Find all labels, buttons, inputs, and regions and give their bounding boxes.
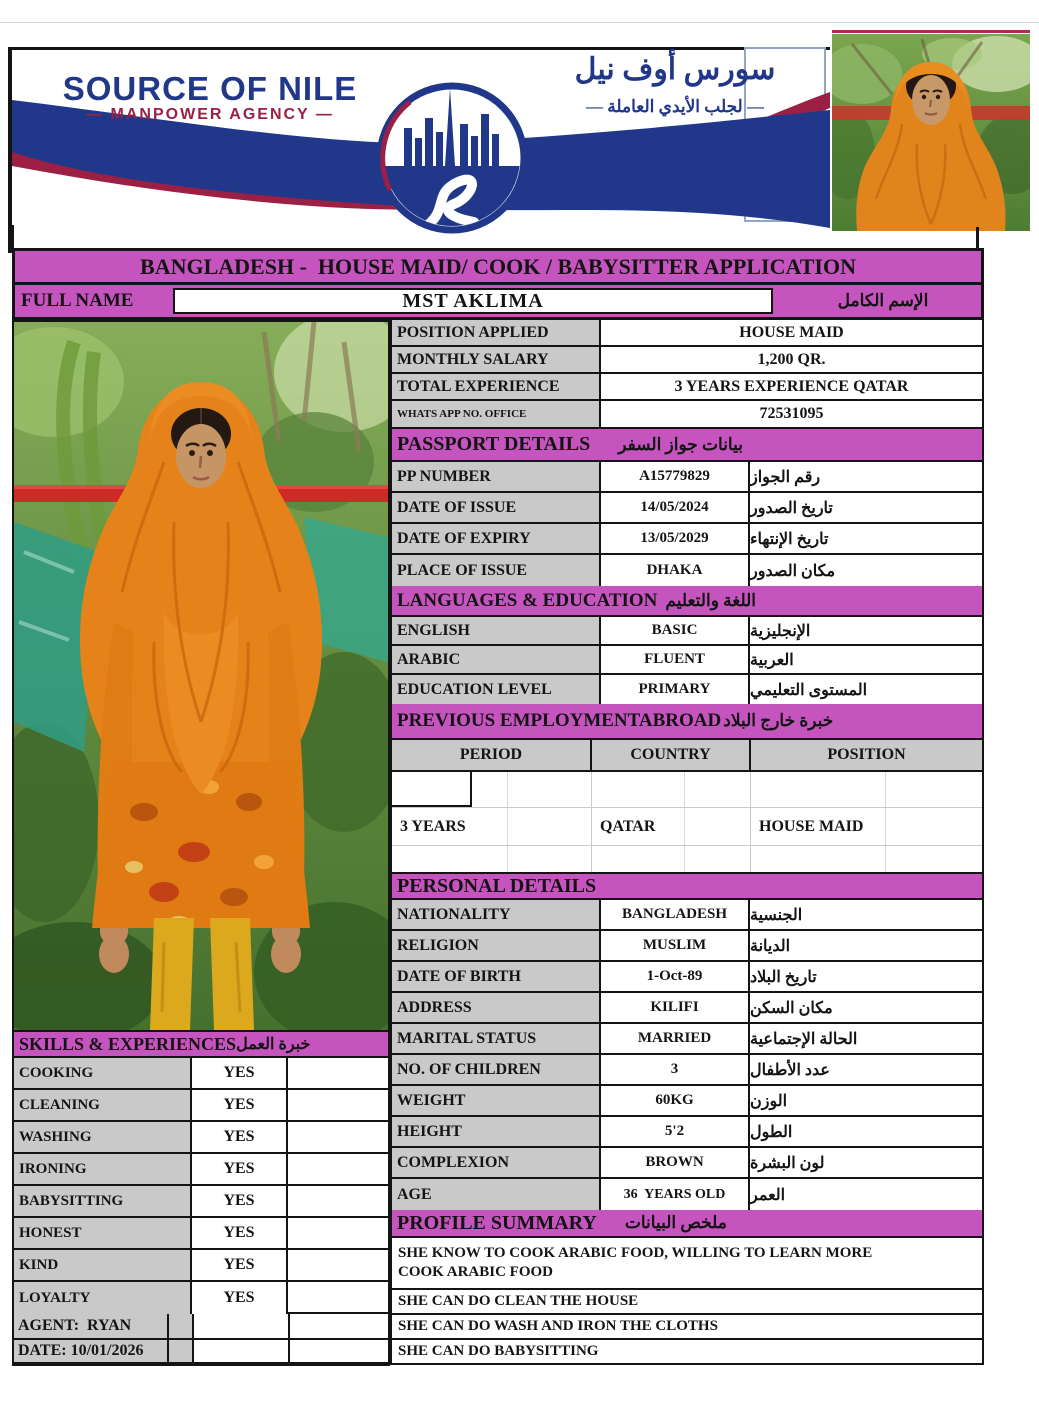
full-name-label-arabic: الإسم الكامل xyxy=(837,291,929,310)
previous-employment-header xyxy=(390,704,984,740)
empty-cell xyxy=(392,846,592,872)
employment-table xyxy=(390,740,984,874)
summary-text: SHE KNOW TO COOK ARABIC FOOD, WILLING TO LEARN MORE COOK ARABIC FOOD xyxy=(392,1238,982,1290)
column-header-country: COUNTRY xyxy=(592,740,751,772)
field-label: PP NUMBER xyxy=(392,462,601,493)
skill-empty-cell xyxy=(288,1218,388,1250)
summary-text: SHE CAN DO BABYSITTING xyxy=(398,1342,599,1359)
field-value: 5'2 xyxy=(601,1117,750,1148)
page-top-divider xyxy=(0,22,1039,23)
skill-value: YES xyxy=(192,1218,288,1250)
skill-value: YES xyxy=(192,1186,288,1218)
field-value: HOUSE MAID xyxy=(601,320,982,347)
field-value: FLUENT xyxy=(601,646,750,675)
field-label: MONTHLY SALARY xyxy=(392,347,601,374)
summary-text: SHE CAN DO CLEAN THE HOUSE xyxy=(392,1290,982,1315)
skill-label: KIND xyxy=(14,1250,192,1282)
field-label: WHATS APP NO. OFFICE xyxy=(392,401,601,427)
full-name-label: FULL NAME xyxy=(21,290,134,311)
agency-name: SOURCE OF NILE xyxy=(62,70,358,107)
field-label: ARABIC xyxy=(392,646,601,675)
skill-value: YES xyxy=(192,1090,288,1122)
field-label-arabic: تاريخ الإنتهاء xyxy=(750,524,982,555)
field-label: NO. OF CHILDREN xyxy=(392,1055,601,1086)
personal-details-header xyxy=(390,874,984,900)
field-label-arabic: رقم الجواز xyxy=(750,462,982,493)
field-label-arabic: لون البشرة xyxy=(750,1148,982,1179)
field-label: NATIONALITY xyxy=(392,900,601,931)
field-value: 1-Oct-89 xyxy=(601,962,750,993)
summary-text: SHE CAN DO WASH AND IRON THE CLOTHS xyxy=(392,1315,982,1340)
skill-label: CLEANING xyxy=(14,1090,192,1122)
skill-empty-cell xyxy=(288,1250,388,1282)
field-value: DHAKA xyxy=(601,555,750,586)
skill-label: IRONING xyxy=(14,1154,192,1186)
employment-period: 3 YEARS xyxy=(392,808,592,846)
previous-employment-title: PREVIOUS EMPLOYMENTABROAD xyxy=(397,710,722,731)
field-label-arabic: الوزن xyxy=(750,1086,982,1117)
field-label: DATE OF ISSUE xyxy=(392,493,601,524)
field-label: RELIGION xyxy=(392,931,601,962)
field-label-arabic: الإنجليزية xyxy=(750,617,982,646)
field-value: 72531095 xyxy=(601,401,982,427)
passport-table xyxy=(390,462,984,586)
date-spacer-cell xyxy=(169,1340,194,1362)
field-value: BANGLADESH xyxy=(601,900,750,931)
agent-row xyxy=(12,1314,390,1340)
skill-empty-cell xyxy=(288,1154,388,1186)
passport-details-title: PASSPORT DETAILS xyxy=(397,433,591,455)
skills-experiences-title: SKILLS & EXPERIENCES xyxy=(19,1033,237,1054)
field-label-arabic: الحالة الإجتماعية xyxy=(750,1024,982,1055)
empty-cell xyxy=(290,1340,388,1362)
empty-cell xyxy=(751,772,982,808)
field-value: KILIFI xyxy=(601,993,750,1024)
empty-cell xyxy=(392,772,592,808)
skill-empty-cell xyxy=(288,1282,388,1314)
field-value: BROWN xyxy=(601,1148,750,1179)
field-value: BASIC xyxy=(601,617,750,646)
skill-empty-cell xyxy=(288,1186,388,1218)
skill-value: YES xyxy=(192,1122,288,1154)
agency-logo-circle xyxy=(380,86,524,230)
skill-value: YES xyxy=(192,1058,288,1090)
languages-education-header xyxy=(390,586,984,617)
field-label: MARITAL STATUS xyxy=(392,1024,601,1055)
field-label: ENGLISH xyxy=(392,617,601,646)
field-value: 3 YEARS EXPERIENCE QATAR xyxy=(601,374,982,401)
skill-empty-cell xyxy=(288,1122,388,1154)
field-label: EDUCATION LEVEL xyxy=(392,675,601,704)
skill-label: COOKING xyxy=(14,1058,192,1090)
agent-label: AGENT: RYAN xyxy=(14,1314,169,1338)
agency-subtitle: — MANPOWER AGENCY — xyxy=(86,106,334,123)
skill-value: YES xyxy=(192,1250,288,1282)
field-label-arabic: الجنسية xyxy=(750,900,982,931)
field-label: POSITION APPLIED xyxy=(392,320,601,347)
agent-spacer-cell xyxy=(169,1314,194,1338)
field-value: 13/05/2029 xyxy=(601,524,750,555)
field-label-arabic: تاريخ الصدور xyxy=(750,493,982,524)
field-value: A15779829 xyxy=(601,462,750,493)
field-label-arabic: الديانة xyxy=(750,931,982,962)
field-label: DATE OF BIRTH xyxy=(392,962,601,993)
passport-details-header xyxy=(390,429,984,462)
field-label-arabic: تاريخ البلاد xyxy=(750,962,982,993)
employment-country: QATAR xyxy=(592,808,751,846)
field-value: 14/05/2024 xyxy=(601,493,750,524)
skill-label: HONEST xyxy=(14,1218,192,1250)
full-name-value: MST AKLIMA xyxy=(173,288,773,314)
profile-summary-table xyxy=(390,1238,984,1365)
skill-value: YES xyxy=(192,1282,288,1314)
skill-label: BABYSITTING xyxy=(14,1186,192,1218)
full-name-row xyxy=(12,285,984,320)
personal-details-title: PERSONAL DETAILS xyxy=(397,874,597,897)
application-top-table xyxy=(390,320,984,429)
profile-summary-title-arabic: ملخص البيانات xyxy=(624,1213,727,1232)
empty-cell xyxy=(194,1314,290,1338)
field-label: COMPLEXION xyxy=(392,1148,601,1179)
form-title: BANGLADESH - HOUSE MAID/ COOK / BABYSITTER APPLICATION xyxy=(12,248,984,285)
skill-value: YES xyxy=(192,1154,288,1186)
applicant-photo xyxy=(12,320,390,1032)
field-label-arabic: المستوى التعليمي xyxy=(750,675,982,704)
field-label: HEIGHT xyxy=(392,1117,601,1148)
field-value: PRIMARY xyxy=(601,675,750,704)
previous-employment-title-arabic: خبرة خارج البلاد xyxy=(723,711,834,730)
profile-summary-title: PROFILE SUMMARY xyxy=(397,1211,597,1234)
agency-name-arabic: سورس أوف نيل xyxy=(574,53,776,86)
photo-corner-mark xyxy=(976,227,979,249)
field-label: AGE xyxy=(392,1179,601,1210)
skill-empty-cell xyxy=(288,1090,388,1122)
empty-cell xyxy=(194,1340,290,1362)
field-label: TOTAL EXPERIENCE xyxy=(392,374,601,401)
field-value: 60KG xyxy=(601,1086,750,1117)
languages-education-title: LANGUAGES & EDUCATION xyxy=(397,589,658,611)
field-label: DATE OF EXPIRY xyxy=(392,524,601,555)
field-label: PLACE OF ISSUE xyxy=(392,555,601,586)
languages-education-title-arabic: اللغة والتعليم xyxy=(665,590,757,610)
empty-entry-box xyxy=(392,772,472,807)
empty-cell xyxy=(751,846,982,872)
field-value: MUSLIM xyxy=(601,931,750,962)
agency-subtitle-arabic: — لجلب الأيدي العاملة — xyxy=(586,97,764,116)
field-label-arabic: العربية xyxy=(750,646,982,675)
languages-table xyxy=(390,617,984,704)
date-row xyxy=(12,1340,390,1366)
column-header-position: POSITION xyxy=(751,740,982,772)
field-label-arabic: عدد الأطفال xyxy=(750,1055,982,1086)
portrait-top-line xyxy=(832,30,1030,33)
skills-table xyxy=(12,1058,390,1314)
field-value: 3 xyxy=(601,1055,750,1086)
profile-summary-header xyxy=(390,1210,984,1238)
applicant-portrait-photo xyxy=(832,34,1030,231)
field-label: WEIGHT xyxy=(392,1086,601,1117)
empty-cell xyxy=(290,1314,388,1338)
skill-label: LOYALTY xyxy=(14,1282,192,1314)
personal-details-table xyxy=(390,900,984,1210)
date-label: DATE: 10/01/2026 xyxy=(14,1340,169,1362)
passport-details-title-arabic: بيانات جواز السفر xyxy=(618,434,743,454)
empty-cell xyxy=(592,772,751,808)
field-label-arabic: مكان السكن xyxy=(750,993,982,1024)
skills-experiences-header xyxy=(12,1032,390,1058)
employment-position: HOUSE MAID xyxy=(751,808,982,846)
field-value: 36 YEARS OLD xyxy=(601,1179,750,1210)
empty-cell xyxy=(592,846,751,872)
field-value: MARRIED xyxy=(601,1024,750,1055)
skill-label: WASHING xyxy=(14,1122,192,1154)
field-label-arabic: الطول xyxy=(750,1117,982,1148)
field-label: ADDRESS xyxy=(392,993,601,1024)
field-label-arabic: مكان الصدور xyxy=(750,555,982,586)
skill-empty-cell xyxy=(288,1058,388,1090)
field-label-arabic: العمر xyxy=(750,1179,982,1210)
skills-experiences-title-arabic: خبرة العمل xyxy=(236,1036,311,1053)
column-header-period: PERIOD xyxy=(392,740,592,772)
field-value: 1,200 QR. xyxy=(601,347,982,374)
